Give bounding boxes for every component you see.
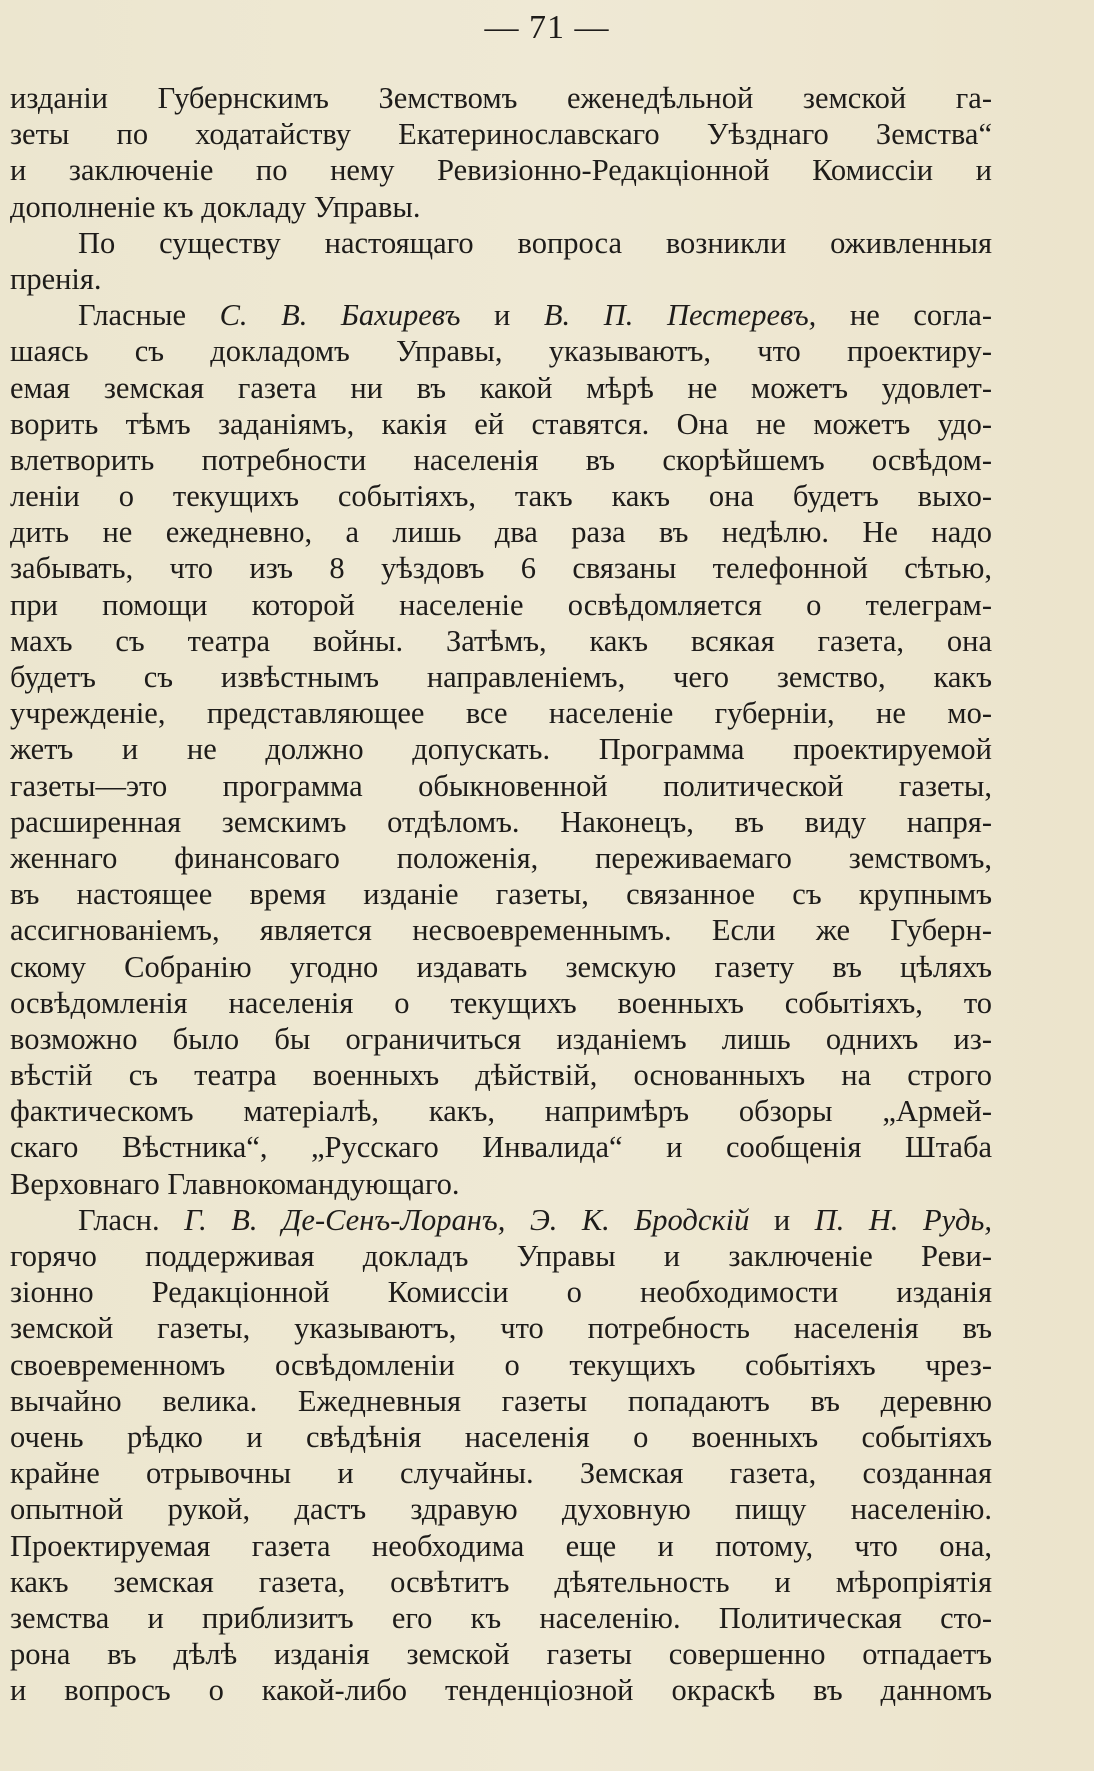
text-line	[10, 695, 992, 731]
text-segment: изданіи Губернскимъ Земствомъ еженедѣльной земской га-	[10, 81, 992, 115]
text-line	[10, 1491, 992, 1527]
text-segment: зіонно Редакціонной Комиссіи о необходимости изданія	[10, 1275, 992, 1310]
text-segment: скому Собранію угодно издавать земскую газету въ цѣляхъ	[10, 949, 992, 984]
text-segment: при помощи которой населеніе освѣдомляется о телеграм-	[10, 587, 992, 622]
text-segment: и	[460, 298, 544, 333]
text-line	[10, 550, 992, 586]
text-line	[10, 1600, 992, 1636]
text-line	[10, 297, 992, 333]
text-segment: леніи о текущихъ событіяхъ, такъ какъ она будетъ выхо-	[10, 479, 992, 514]
text-segment: газеты—это программа обыкновенной политической газеты,	[10, 768, 992, 803]
text-line	[10, 1274, 992, 1310]
text-line	[10, 189, 992, 225]
text-segment: скаго Вѣстника“, „Русскаго Инвалида“ и сообщенія Штаба	[10, 1130, 992, 1165]
text-segment: своевременномъ освѣдомленіи о текущихъ событіяхъ чрез-	[10, 1347, 992, 1382]
text-segment: и	[749, 1202, 815, 1237]
text-segment: жетъ и не должно допускать. Программа проектируемой	[10, 732, 992, 767]
text-segment: пренія.	[10, 261, 102, 296]
text-segment: Верховнаго Главнокомандующаго.	[10, 1166, 460, 1201]
text-line	[10, 1564, 992, 1600]
text-line	[10, 514, 992, 550]
text-segment: возможно было бы ограничиться изданіемъ лишь однихъ из-	[10, 1021, 992, 1056]
paragraph	[10, 1202, 992, 1709]
text-line	[10, 587, 992, 623]
text-line	[10, 116, 992, 152]
text-segment: зеты по ходатайству Екатеринославскаго Уѣзднаго Земства“	[10, 117, 992, 152]
page-number: — 71 —	[484, 9, 610, 46]
paragraph	[10, 225, 992, 297]
text-segment: расширенная земскимъ отдѣломъ. Наконецъ, въ виду напря-	[10, 804, 992, 839]
text-line	[10, 659, 992, 695]
paragraph	[10, 80, 992, 225]
text-segment: Гласн.	[78, 1202, 185, 1237]
text-line	[10, 731, 992, 767]
text-line	[10, 1672, 992, 1708]
text-segment: дополненіе къ докладу Управы.	[10, 189, 421, 224]
text-line	[10, 804, 992, 840]
text-line	[10, 370, 992, 406]
text-line	[10, 1057, 992, 1093]
body-text	[10, 80, 992, 1708]
text-line	[10, 876, 992, 912]
text-segment: Проектируемая газета необходима еще и потому, что она,	[10, 1528, 992, 1563]
text-line	[10, 225, 992, 261]
text-segment: шаясь съ докладомъ Управы, указываютъ, что проектиру-	[10, 334, 992, 369]
text-segment: емая земская газета ни въ какой мѣрѣ не можетъ удовлет-	[10, 370, 992, 405]
text-segment: вычайно велика. Ежедневныя газеты попадаютъ въ деревню	[10, 1383, 992, 1418]
text-line	[10, 442, 992, 478]
text-segment: ассигнованіемъ, является несвоевременнымъ. Если же Губерн-	[10, 913, 992, 948]
italic-name: С. В. Бахиревъ	[219, 298, 461, 333]
text-line	[10, 840, 992, 876]
text-line	[10, 623, 992, 659]
text-segment: учрежденіе, представляющее все населеніе губерніи, не мо-	[10, 696, 992, 731]
text-segment: въ настоящее время изданіе газеты, связанное съ крупнымъ	[10, 877, 992, 912]
text-segment: влетворить потребности населенія въ скорѣйшемъ освѣдом-	[10, 442, 992, 477]
text-segment: освѣдомленія населенія о текущихъ военныхъ событіяхъ, то	[10, 985, 992, 1020]
text-line	[10, 1093, 992, 1129]
text-segment: очень рѣдко и свѣдѣнія населенія о военныхъ событіяхъ	[10, 1419, 992, 1454]
text-segment: По существу настоящаго вопроса возникли оживленныя	[78, 225, 992, 260]
italic-name: П. Н. Рудь,	[814, 1202, 992, 1237]
text-segment: махъ съ театра войны. Затѣмъ, какъ всякая газета, она	[10, 623, 992, 658]
text-segment: женнаго финансоваго положенія, переживаемаго земствомъ,	[10, 840, 992, 875]
text-segment: не согла-	[816, 298, 992, 333]
text-segment: рона въ дѣлѣ изданія земской газеты совершенно отпадаетъ	[10, 1637, 992, 1672]
text-segment: Гласные	[78, 298, 220, 333]
text-segment: крайне отрывочны и случайны. Земская газета, созданная	[10, 1456, 992, 1491]
text-segment: и вопросъ о какой-либо тенденціозной окраскѣ въ данномъ	[10, 1673, 992, 1708]
text-line	[10, 1238, 992, 1274]
text-segment: горячо поддерживая докладъ Управы и заключеніе Реви-	[10, 1239, 992, 1273]
text-line	[10, 80, 992, 116]
text-segment: земства и приблизитъ его къ населенію. Политическая сто-	[10, 1600, 992, 1635]
text-segment: и заключеніе по нему Ревизіонно-Редакціонной Комиссіи и	[10, 153, 992, 188]
text-line	[10, 333, 992, 369]
text-segment: ворить тѣмъ заданіямъ, какія ей ставятся. Она не можетъ удо-	[10, 406, 992, 441]
text-segment: какъ земская газета, освѣтитъ дѣятельность и мѣропріятія	[10, 1564, 992, 1599]
text-line	[10, 1528, 992, 1564]
text-line	[10, 1383, 992, 1419]
italic-name: Г. В. Де-Сенъ-Лоранъ, Э. К. Бродскій	[184, 1202, 750, 1237]
text-line	[10, 912, 992, 948]
text-line	[10, 1455, 992, 1491]
text-line	[10, 1166, 992, 1202]
text-line	[10, 152, 992, 188]
text-segment: дить не ежедневно, а лишь два раза въ недѣлю. Не надо	[10, 515, 992, 550]
text-segment: опытной рукой, дастъ здравую духовную пищу населенію.	[10, 1492, 992, 1527]
text-line	[10, 1021, 992, 1057]
text-line	[10, 768, 992, 804]
text-segment: забывать, что изъ 8 уѣздовъ 6 связаны телефонной сѣтью,	[10, 551, 992, 586]
text-segment: будетъ съ извѣстнымъ направленіемъ, чего земство, какъ	[10, 660, 992, 694]
text-line	[10, 1419, 992, 1455]
text-line	[10, 261, 992, 297]
text-line	[10, 1310, 992, 1346]
text-line	[10, 1202, 992, 1238]
text-line	[10, 985, 992, 1021]
text-line	[10, 1129, 992, 1165]
text-line	[10, 478, 992, 514]
text-line	[10, 949, 992, 985]
text-line	[10, 1347, 992, 1383]
text-segment: фактическомъ матеріалѣ, какъ, напримѣръ обзоры „Армей-	[10, 1094, 992, 1129]
text-line	[10, 406, 992, 442]
italic-name: В. П. Пестеревъ,	[543, 298, 817, 333]
text-segment: земской газеты, указываютъ, что потребность населенія въ	[10, 1311, 992, 1346]
text-line	[10, 1636, 992, 1672]
paragraph	[10, 297, 992, 1202]
text-segment: вѣстій съ театра военныхъ дѣйствій, основанныхъ на строго	[10, 1058, 992, 1093]
